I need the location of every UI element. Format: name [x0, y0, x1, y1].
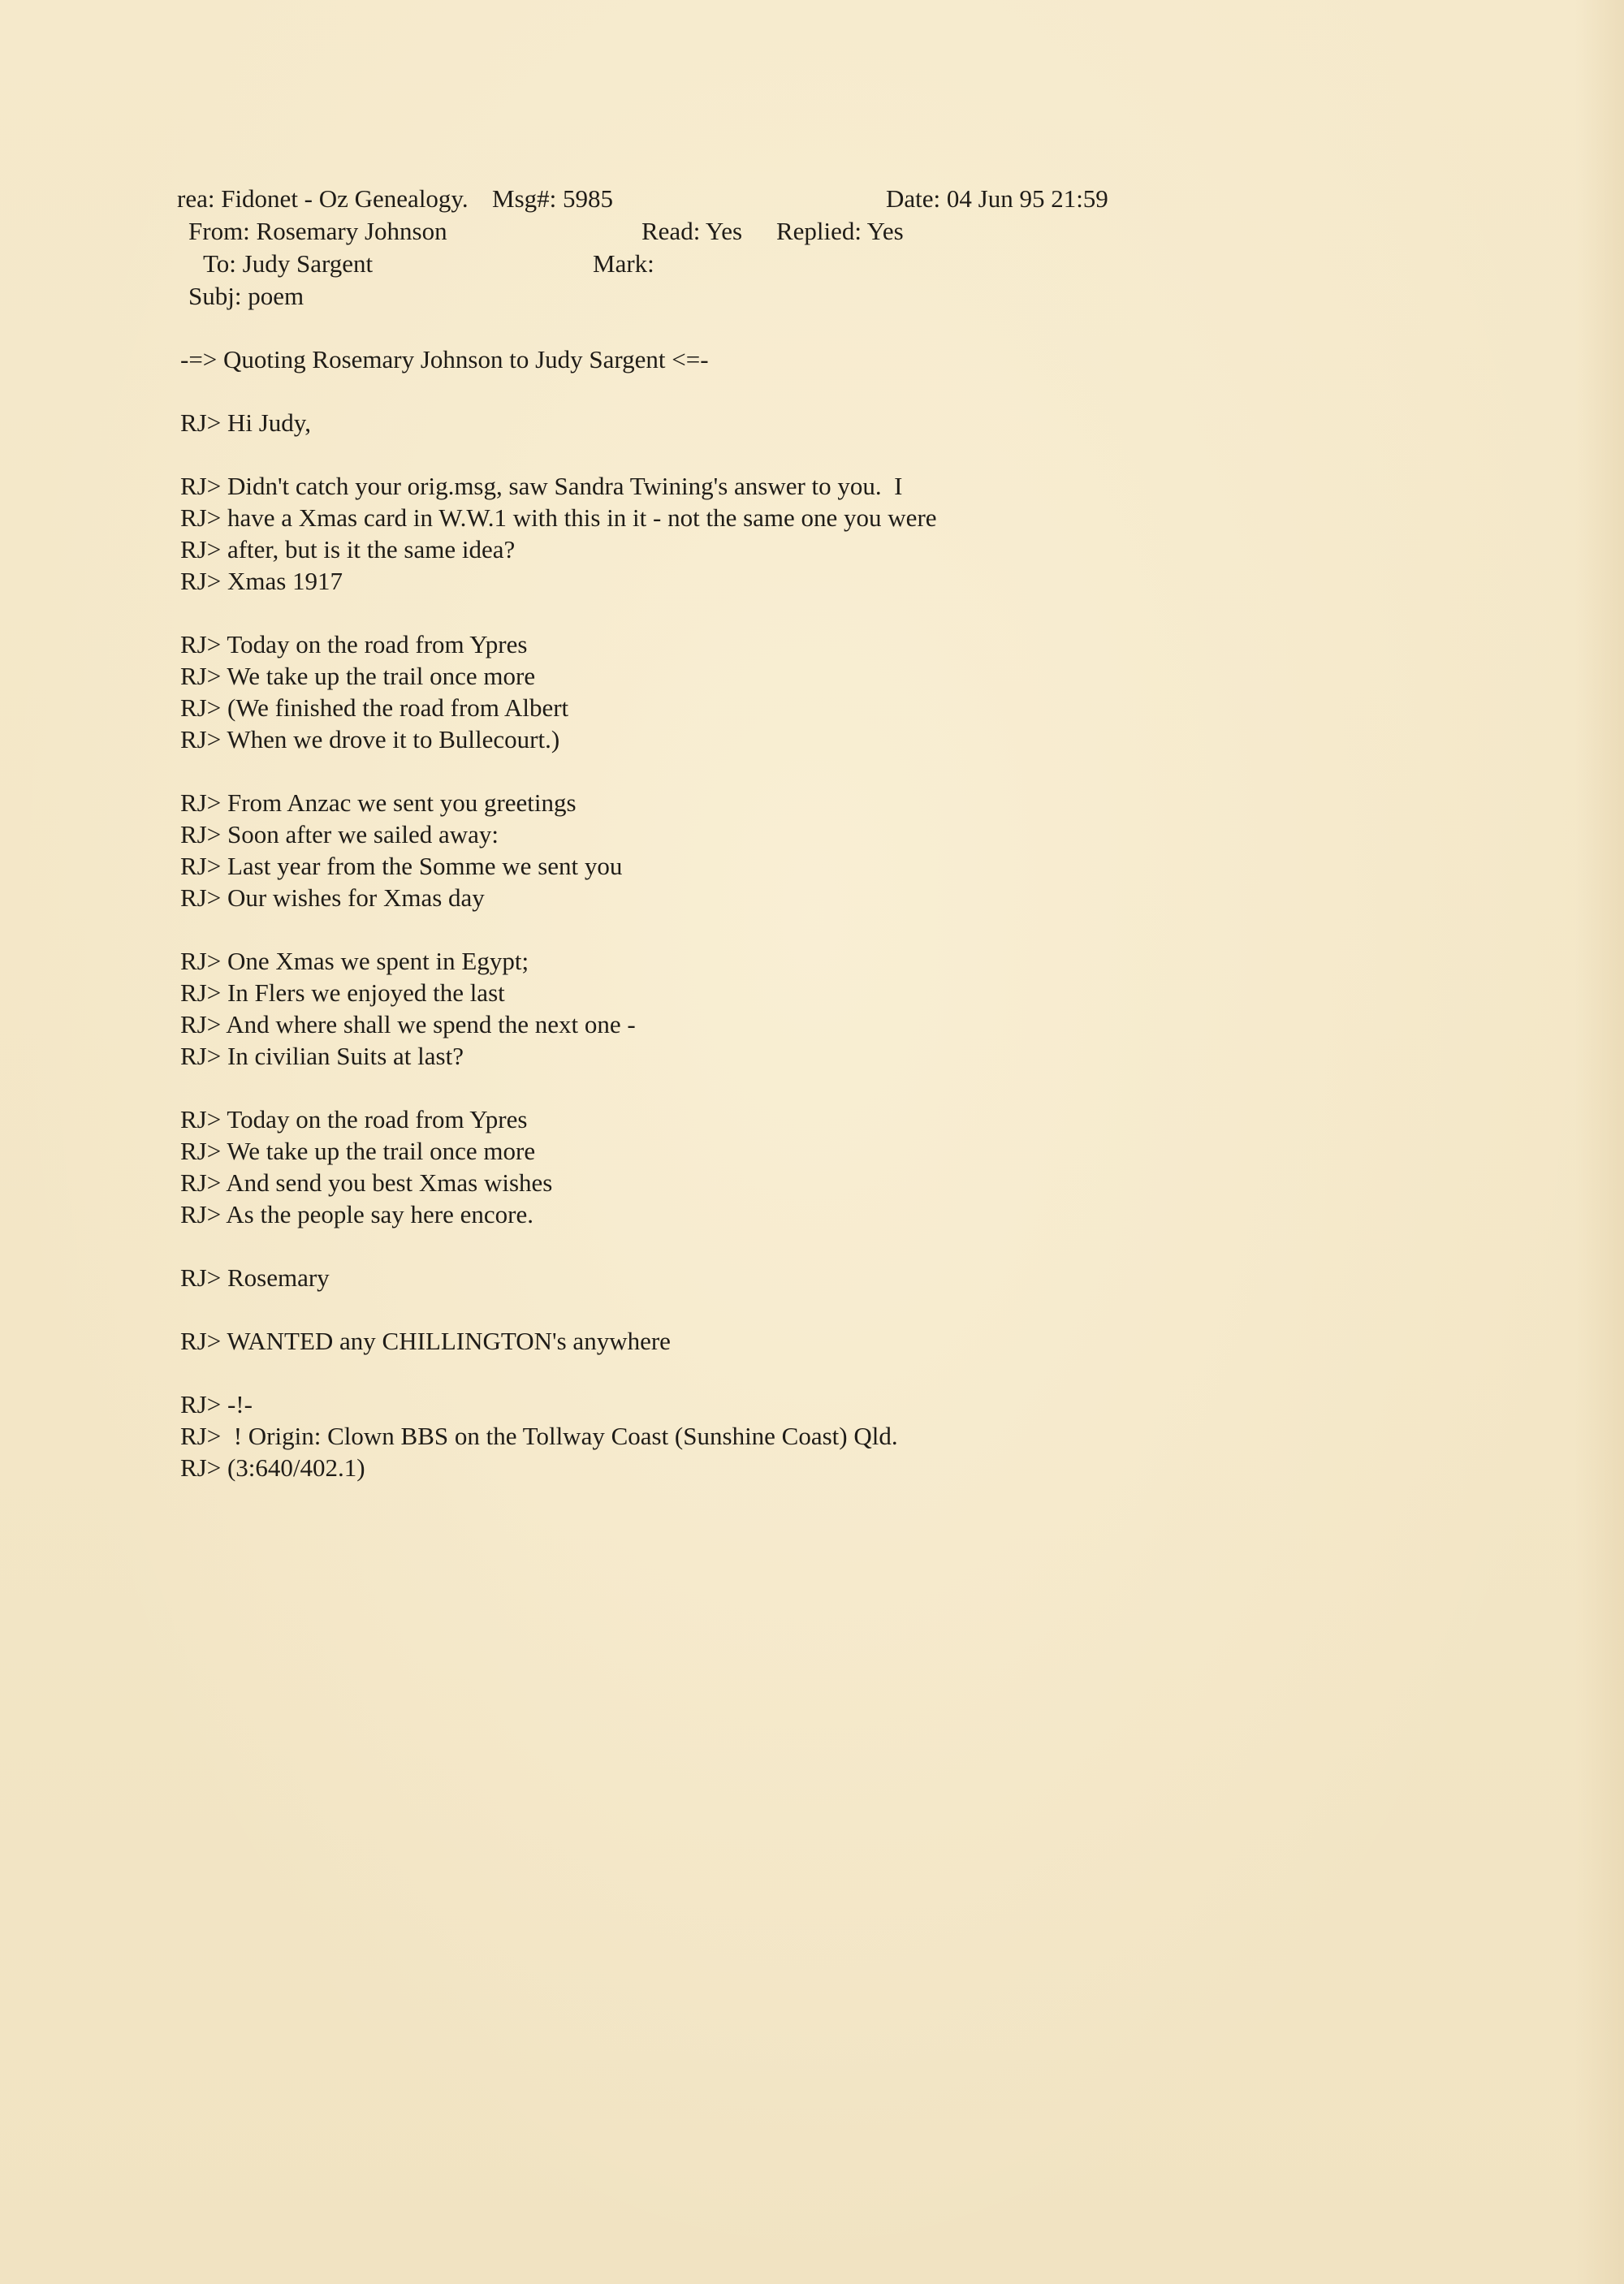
quoting-line: -=> Quoting Rosemary Johnson to Judy Sargent <=- [180, 345, 709, 373]
text-line: RJ> have a Xmas card in W.W.1 with this in it - not the same one you were [180, 503, 937, 532]
text-line: RJ> Didn't catch your orig.msg, saw Sandra Twining's answer to you. I [180, 472, 903, 500]
poem-line: RJ> Our wishes for Xmas day [180, 883, 485, 912]
tear-line: RJ> -!- [180, 1390, 253, 1418]
read-status-field: Read: Yes [641, 217, 743, 245]
to-field: To: Judy Sargent [203, 249, 374, 278]
area-field: rea: Fidonet - Oz Genealogy. [177, 184, 469, 213]
header-line-from [177, 215, 1151, 247]
header-line-area [177, 183, 1151, 214]
poem-line: RJ> One Xmas we spent in Egypt; [180, 947, 529, 975]
subject-field: Subj: poem [188, 282, 304, 310]
poem-stanza-4 [180, 1103, 1398, 1230]
poem-line: RJ> And where shall we spend the next one - [180, 1010, 636, 1038]
text-line: RJ> after, but is it the same idea? [180, 535, 516, 563]
message-body [180, 343, 1398, 1483]
poem-line: RJ> We take up the trail once more [180, 1137, 536, 1165]
header-line-to [177, 248, 1151, 279]
poem-line: RJ> When we drove it to Bullecourt.) [180, 725, 560, 753]
poem-line: RJ> As the people say here encore. [180, 1200, 533, 1228]
poem-stanza-3 [180, 945, 1398, 1072]
intro-paragraph [180, 470, 1398, 597]
date-field: Date: 04 Jun 95 21:59 [886, 184, 1108, 213]
poem-line: RJ> In Flers we enjoyed the last [180, 978, 505, 1007]
poem-stanza-1 [180, 628, 1398, 755]
poem-line: RJ> We take up the trail once more [180, 662, 536, 690]
poem-line: RJ> From Anzac we sent you greetings [180, 788, 577, 817]
greeting-line: RJ> Hi Judy, [180, 408, 312, 437]
mark-field: Mark: [593, 249, 654, 278]
replied-status-field: Replied: Yes [776, 217, 904, 245]
poem-line: RJ> Today on the road from Ypres [180, 1105, 528, 1133]
origin-line: RJ> ! Origin: Clown BBS on the Tollway Coast (Sunshine Coast) Qld. [180, 1422, 898, 1450]
poem-line: RJ> In civilian Suits at last? [180, 1042, 464, 1070]
msg-number-field: Msg#: 5985 [492, 184, 613, 213]
from-field: From: Rosemary Johnson [188, 217, 447, 245]
poem-line: RJ> Today on the road from Ypres [180, 630, 528, 658]
text-line: RJ> Xmas 1917 [180, 567, 343, 595]
poem-line: RJ> Last year from the Somme we sent you [180, 852, 623, 880]
address-line: RJ> (3:640/402.1) [180, 1453, 365, 1482]
poem-line: RJ> Soon after we sailed away: [180, 820, 499, 848]
wanted-line: RJ> WANTED any CHILLINGTON's anywhere [180, 1327, 671, 1355]
header-line-subject [177, 280, 1151, 312]
poem-line: RJ> (We finished the road from Albert [180, 693, 569, 722]
signature-line: RJ> Rosemary [180, 1263, 330, 1292]
message-header [177, 183, 1151, 317]
poem-line: RJ> And send you best Xmas wishes [180, 1168, 553, 1197]
poem-stanza-2 [180, 787, 1398, 913]
